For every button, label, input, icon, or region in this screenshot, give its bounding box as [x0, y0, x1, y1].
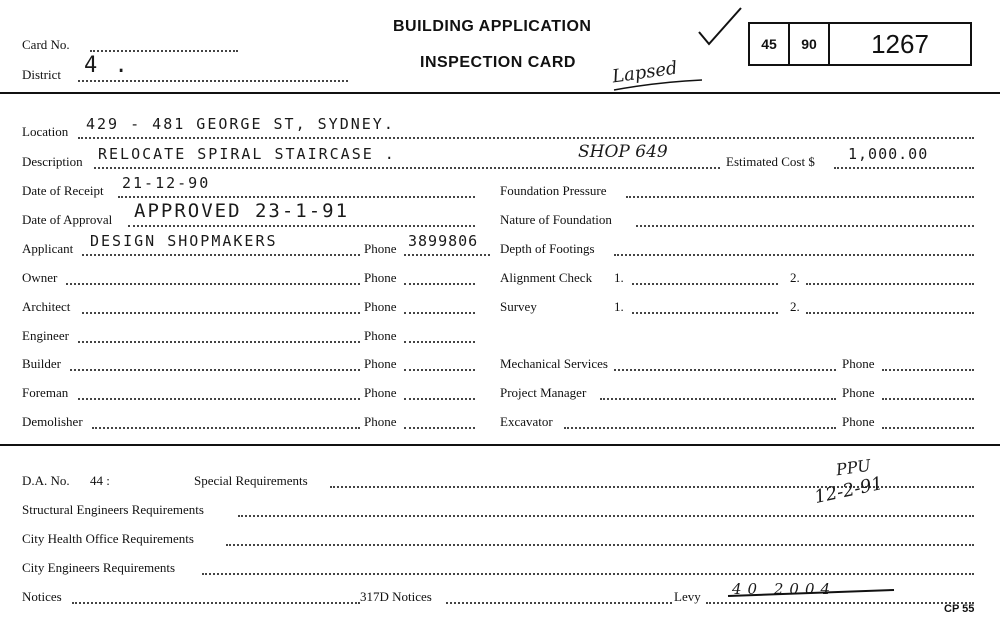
excavator-phone-label: Phone [842, 414, 875, 429]
nature-of-foundation-label: Nature of Foundation [500, 212, 612, 227]
notices-field[interactable] [72, 600, 360, 604]
survey-num-1: 1. [614, 299, 624, 314]
applicant-phone-label: Phone [364, 241, 397, 256]
owner-field[interactable] [66, 281, 360, 285]
demolisher-field[interactable] [92, 425, 360, 429]
notices-317d-label: 317D Notices [360, 589, 432, 604]
project-manager-field[interactable] [600, 396, 836, 400]
foreman-phone-field[interactable] [404, 396, 475, 400]
engineer-label: Engineer [22, 328, 69, 343]
depth-of-footings-label: Depth of Footings [500, 241, 595, 256]
mechanical-services-phone-field[interactable] [882, 367, 974, 371]
builder-phone-field[interactable] [404, 367, 475, 371]
district-field[interactable] [78, 78, 348, 82]
engineers-label: City Engineers Requirements [22, 560, 176, 575]
card-no-label: Card No. [22, 37, 70, 52]
approval-label: Date of Approval [22, 212, 113, 227]
demolisher-label: Demolisher [22, 414, 83, 429]
levy-strikethrough [726, 586, 896, 600]
mechanical-services-label: Mechanical Services [500, 356, 608, 371]
approval-field[interactable] [128, 223, 475, 227]
card-number-box: 1267 [828, 22, 972, 66]
description-shop: SHOP 649 [578, 142, 668, 162]
excavator-label: Excavator [500, 414, 553, 429]
foundation-pressure-label: Foundation Pressure [500, 183, 607, 198]
foreman-label: Foreman [22, 385, 69, 400]
card-no-field[interactable] [90, 48, 238, 52]
project-manager-phone-field[interactable] [882, 396, 974, 400]
estimated-cost-value: 1,000.00 [848, 145, 929, 163]
code-box-2: 90 [788, 22, 830, 66]
da-no-label: D.A. No. [22, 473, 70, 488]
alignment-check-num-2: 2. [790, 270, 800, 285]
survey-field-1[interactable] [632, 310, 778, 314]
location-value: 429 - 481 GEORGE ST, SYDNEY. [86, 115, 395, 133]
estimated-cost-field[interactable] [834, 165, 974, 169]
applicant-field[interactable] [82, 252, 360, 256]
health-label: City Health Office Requirements [22, 531, 194, 546]
structural-field[interactable] [238, 513, 974, 517]
architect-phone-label: Phone [364, 299, 397, 314]
project-manager-label: Project Manager [500, 385, 587, 400]
builder-label: Builder [22, 356, 61, 371]
special-requirements-label: Special Requirements [194, 473, 308, 488]
health-field[interactable] [226, 542, 974, 546]
demolisher-phone-field[interactable] [404, 425, 475, 429]
applicant-phone-field[interactable] [404, 252, 490, 256]
receipt-field[interactable] [118, 194, 475, 198]
lapsed-note: Lapsed [610, 57, 679, 88]
applicant-value: DESIGN SHOPMAKERS [90, 232, 278, 250]
receipt-label: Date of Receipt [22, 183, 104, 198]
engineers-field[interactable] [202, 571, 974, 575]
alignment-check-field-1[interactable] [632, 281, 778, 285]
architect-field[interactable] [82, 310, 360, 314]
mechanical-services-phone-label: Phone [842, 356, 875, 371]
levy-field[interactable] [706, 600, 974, 604]
owner-phone-label: Phone [364, 270, 397, 285]
title-line-1: BUILDING APPLICATION [393, 18, 592, 35]
demolisher-phone-label: Phone [364, 414, 397, 429]
project-manager-phone-label: Phone [842, 385, 875, 400]
levy-label: Levy [674, 589, 701, 604]
applicant-phone-value: 3899806 [408, 232, 479, 250]
description-field[interactable] [94, 165, 720, 169]
owner-phone-field[interactable] [404, 281, 475, 285]
nature-of-foundation-field[interactable] [636, 223, 974, 227]
code-box-1: 45 [748, 22, 790, 66]
receipt-value: 21-12-90 [122, 174, 211, 192]
ppu-note: PPU [834, 455, 872, 480]
foreman-field[interactable] [78, 396, 360, 400]
form-code: CP 55 [944, 603, 975, 615]
owner-label: Owner [22, 270, 58, 285]
approval-value: APPROVED 23-1-91 [134, 200, 350, 222]
engineer-phone-field[interactable] [404, 339, 475, 343]
estimated-cost-label: Estimated Cost $ [726, 154, 815, 169]
survey-field-2[interactable] [806, 310, 974, 314]
alignment-check-field-2[interactable] [806, 281, 974, 285]
district-value: 4 . [84, 53, 130, 78]
depth-of-footings-field[interactable] [614, 252, 974, 256]
notices-317d-field[interactable] [446, 600, 672, 604]
survey-label: Survey [500, 299, 537, 314]
foundation-pressure-field[interactable] [626, 194, 974, 198]
engineer-phone-label: Phone [364, 328, 397, 343]
alignment-check-num-1: 1. [614, 270, 624, 285]
checkmark-icon [695, 4, 745, 48]
architect-phone-field[interactable] [404, 310, 475, 314]
structural-label: Structural Engineers Requirements [22, 502, 204, 517]
mechanical-services-field[interactable] [614, 367, 836, 371]
location-field[interactable] [78, 135, 974, 139]
excavator-phone-field[interactable] [882, 425, 974, 429]
engineer-field[interactable] [78, 339, 360, 343]
section-divider [0, 444, 1000, 446]
excavator-field[interactable] [564, 425, 836, 429]
location-label: Location [22, 124, 69, 139]
architect-label: Architect [22, 299, 71, 314]
levy-value: 40 2004 [732, 580, 837, 598]
foreman-phone-label: Phone [364, 385, 397, 400]
title-line-2: INSPECTION CARD [420, 54, 576, 71]
ppu-date: 12-2-91 [812, 473, 885, 508]
applicant-label: Applicant [22, 241, 74, 256]
alignment-check-label: Alignment Check [500, 270, 593, 285]
notices-label: Notices [22, 589, 62, 604]
header-divider [0, 92, 1000, 94]
description-value: RELOCATE SPIRAL STAIRCASE . [98, 145, 396, 163]
da-no-value: 44 : [90, 473, 110, 488]
district-label: District [22, 67, 61, 82]
builder-field[interactable] [70, 367, 360, 371]
survey-num-2: 2. [790, 299, 800, 314]
builder-phone-label: Phone [364, 356, 397, 371]
description-label: Description [22, 154, 83, 169]
